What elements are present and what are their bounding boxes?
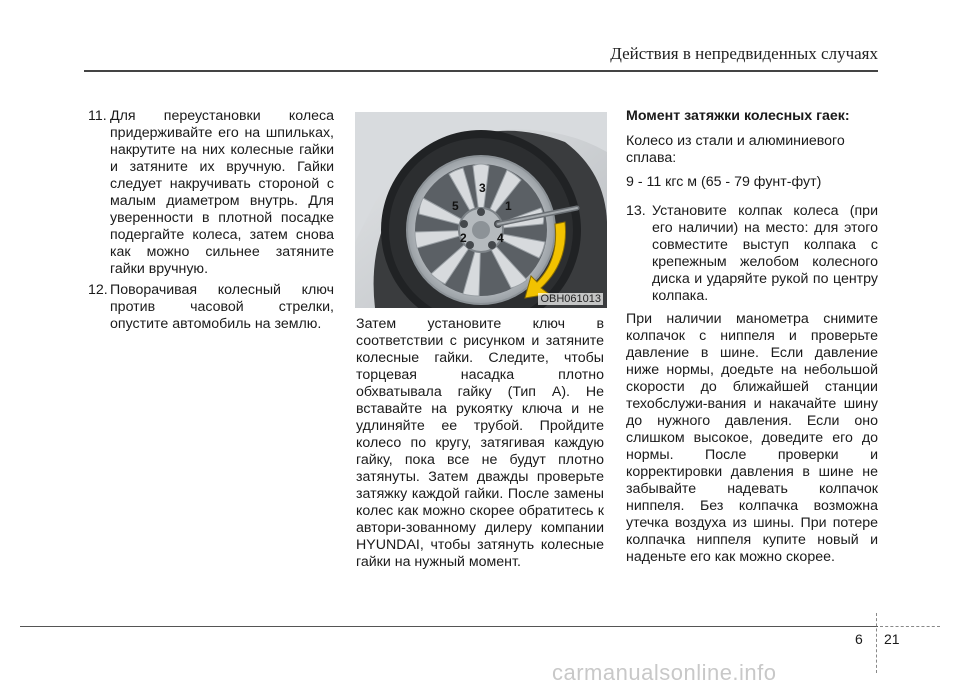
torque-value: 9 - 11 кгс м (65 - 79 фунт-фут): [626, 174, 822, 190]
step-11: [88, 108, 334, 278]
step-13: [626, 203, 878, 305]
step-text: Поворачивая колесный ключ против часовой стрелки, опустите автомобиль на землю.: [110, 282, 334, 332]
watermark: carmanualsonline.info: [552, 660, 777, 685]
step-number: 13.: [626, 203, 646, 219]
nut-label-4: 4: [497, 231, 504, 245]
page-header-title: Действия в непредвиденных случаях: [610, 44, 878, 63]
wheel-lug-wrench-illustration-icon: [355, 112, 607, 308]
column-right: [626, 108, 878, 573]
torque-heading: Момент затяжки колесных гаек:: [626, 108, 850, 124]
step-12: [88, 282, 334, 333]
step-text: Для переустановки колеса придерживайте его на шпильках, накрутите на них колесные гайки и затяните их вручную. Гайки следует накручивать стороной с малым диаметром внутрь. Для уверенности в плотной посадке подергайте колеса, затем снова как можно сильнее затяните гайки вручную.: [110, 108, 334, 277]
wheel-figure: [355, 112, 607, 308]
column-left: [88, 108, 334, 337]
nut-label-1: 1: [505, 199, 512, 213]
nut-label-3: 3: [479, 181, 486, 195]
footer-divider: [20, 626, 878, 627]
step-text: Установите колпак колеса (при его наличии) на место: для этого совместите выступ колпака с крепежным желобом колесного диска и ударяйте рукой по центру колпака.: [652, 203, 878, 304]
chapter-number: 6: [855, 631, 863, 647]
footer-divider-crop: [880, 626, 940, 627]
figure-code: OBH061013: [540, 293, 601, 305]
nut-label-5: 5: [452, 199, 459, 213]
header-divider: [84, 70, 878, 72]
footer-crop-mark: [876, 613, 877, 673]
wheel-material: Колесо из стали и алюминиевого сплава:: [626, 133, 845, 166]
nut-label-2: 2: [460, 231, 467, 245]
step-number: 12.: [88, 282, 108, 298]
page-number: 21: [884, 631, 900, 647]
column-middle-text: Затем установите ключ в соответствии с рисунком и затяните колесные гайки. Следите, чтобы торцевая насадка плотно обхватывала гайку (Тип A). Не вставайте на рукоятку ключа и не удлиняйте ее трубой. Пройдите колесо по кругу, затягивая каждую гайку, пока все не будут плотно затянуты. Затем дважды проверьте затяжку каждой гайки. После замены колес как можно скорее обратитесь к автори-зованному дилеру компании HYUNDAI, чтобы затянуть колесные гайки на нужный момент.: [356, 316, 604, 570]
step-number: 11.: [88, 108, 107, 124]
tire-pressure-paragraph: При наличии манометра снимите колпачок с ниппеля и проверьте давление в шине. Если давление ниже нормы, доедьте на небольшой скорости до ближайшей станции техобслужи-вания и накачайте шину до нужного давления. Если оно слишком высокое, доведите его до нормы. После проверки и корректировки давления в шине не забывайте надевать колпачок ниппеля. Без колпачка возможна утечка воздуха из шины. При потере колпачка ниппеля купите новый и наденьте его как можно скорее.: [626, 311, 878, 565]
